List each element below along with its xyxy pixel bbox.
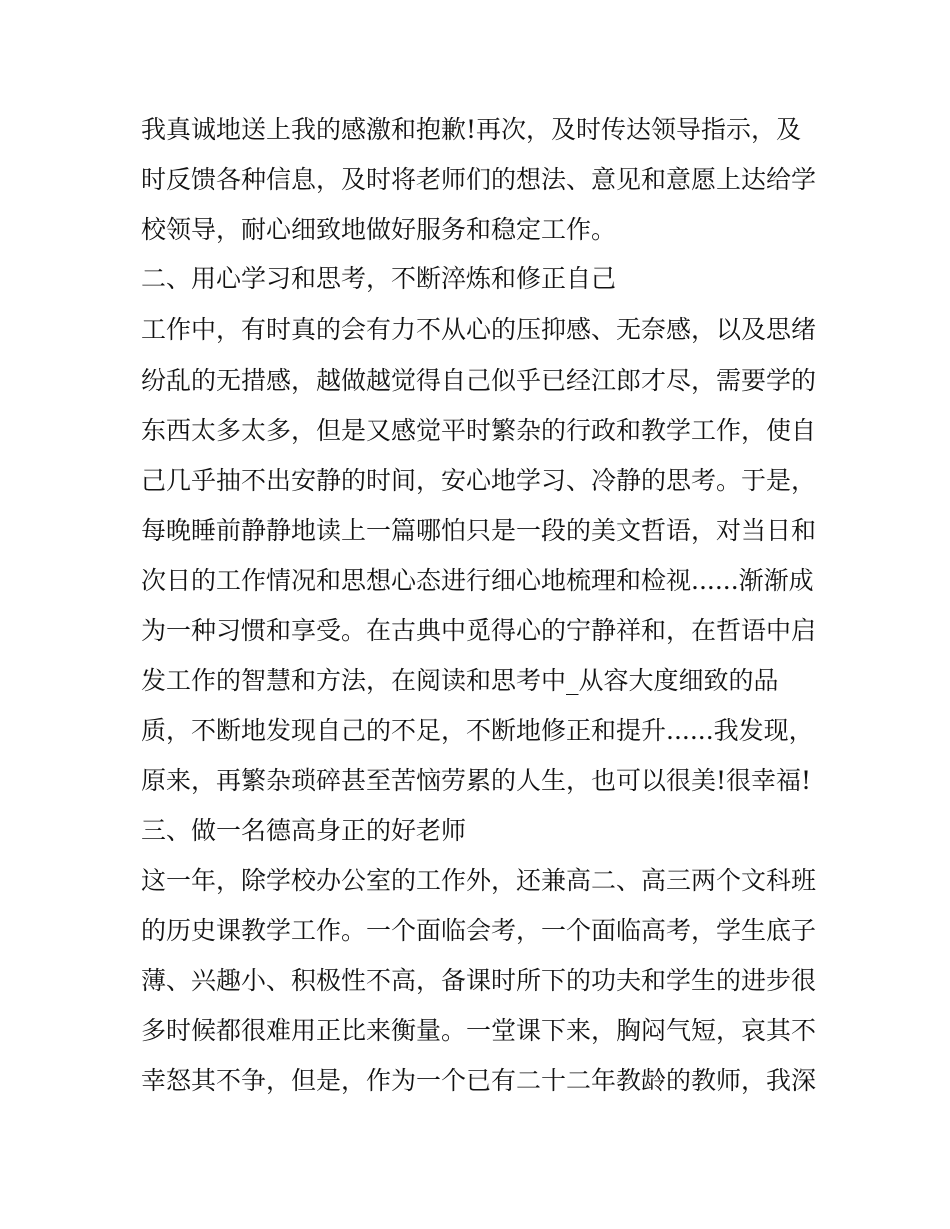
text-line: 为一种习惯和享受。在古典中觅得心的宁静祥和，在哲语中启 [141,616,817,645]
text-line: 每晚睡前静静地读上一篇哪怕只是一段的美文哲语，对当日和 [141,516,817,545]
text-line: 东西太多太多，但是又感觉平时繁杂的行政和教学工作，使自 [141,416,817,445]
section-heading-3: 三、做一名德高身正的好老师 [141,816,467,845]
text-line: 薄、兴趣小、积极性不高，备课时所下的功夫和学生的进步很 [141,966,817,995]
text-line: 次日的工作情况和思想心态进行细心地梳理和检视......渐渐成 [141,566,814,595]
text-line: 多时候都很难用正比来衡量。一堂课下来，胸闷气短，哀其不 [141,1016,817,1045]
text-line: 时反馈各种信息，及时将老师们的想法、意见和意愿上达给学 [141,165,817,194]
text-line: 幸怒其不争，但是，作为一个已有二十二年教龄的教师，我深 [141,1066,817,1095]
text-line: 的历史课教学工作。一个面临会考，一个面临高考，学生底子 [141,916,817,945]
text-line: 这一年，除学校办公室的工作外，还兼高二、高三两个文科班 [141,866,817,895]
text-line: 工作中，有时真的会有力不从心的压抑感、无奈感，以及思绪 [141,315,817,344]
text-line: 校领导，耐心细致地做好服务和稳定工作。 [141,215,617,244]
text-line: 发工作的智慧和方法，在阅读和思考中_从容大度细致的品 [141,666,779,695]
text-line: 我真诚地送上我的感激和抱歉!再次，及时传达领导指示，及 [141,115,802,144]
section-heading-2: 二、用心学习和思考，不断淬炼和修正自己 [141,264,617,293]
text-line: 质，不断地发现自己的不足，不断地修正和提升......我发现， [141,716,814,745]
text-line: 纷乱的无措感，越做越觉得自己似乎已经江郎才尽，需要学的 [141,366,817,395]
text-line: 己几乎抽不出安静的时间，安心地学习、冷静的思考。于是， [141,466,817,495]
text-line: 原来，再繁杂琐碎甚至苦恼劳累的人生，也可以很美!很幸福! [141,766,812,795]
